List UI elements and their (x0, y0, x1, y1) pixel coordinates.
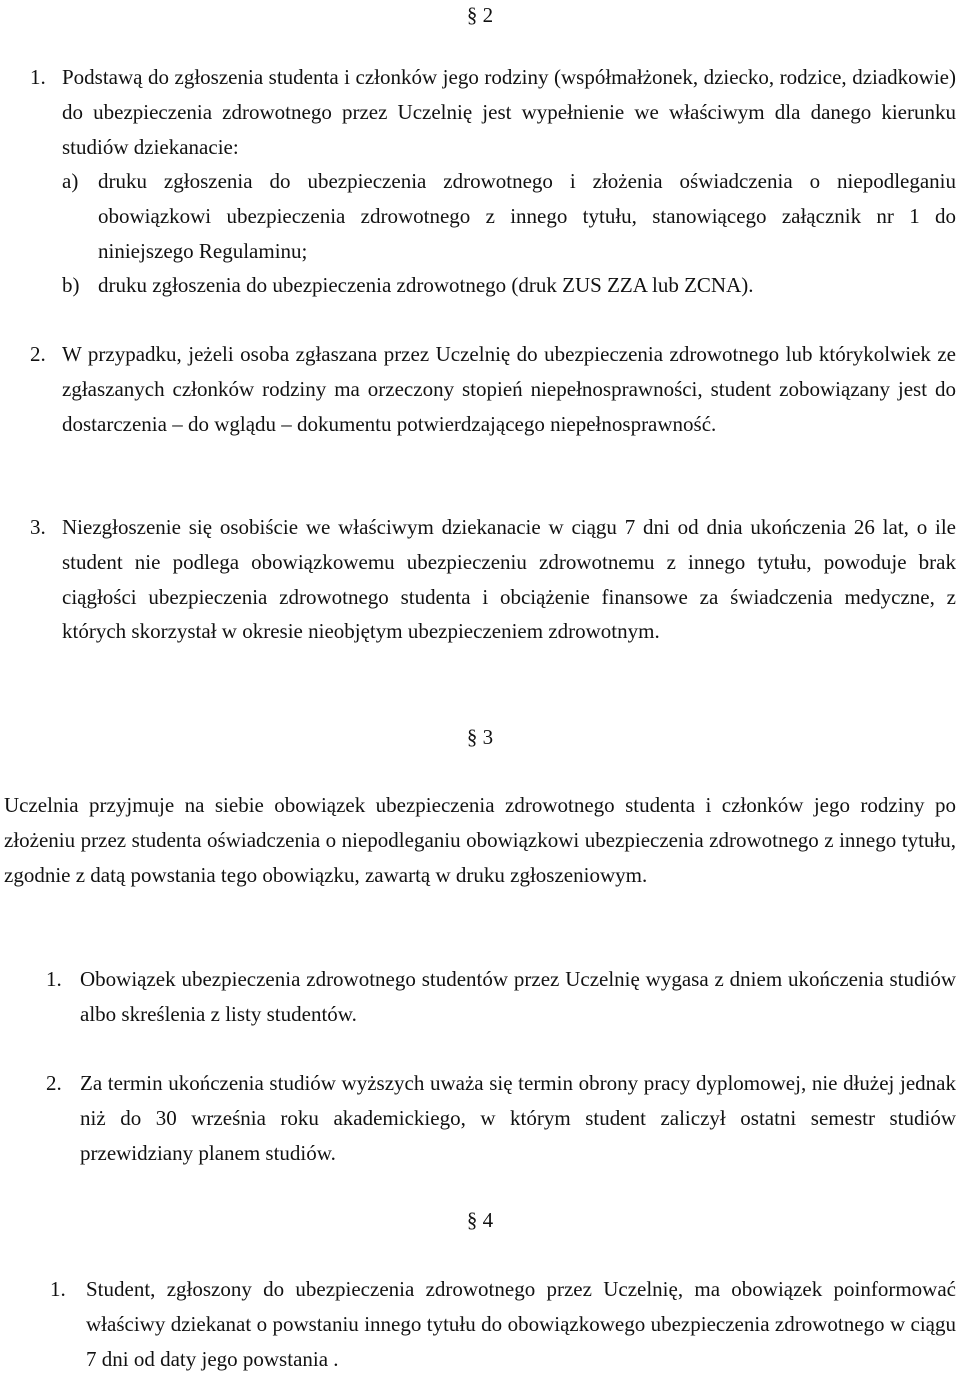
section-2-item-3-text: Niezgłoszenie się osobiście we właściwym dziekanacie w ciągu 7 dni od dnia ukończenia 26 lat, o ile student nie podlega obowiązkowemu ubezpieczeniu zdrowotnemu z innego tytułu, powoduje brak ciągłości ubezpieczenia zdrowotnego studenta i obciążenie finansowe za świadczenia medyczne, z których skorzystał w okresie nieobjętym ubezpieczeniem zdrowotnym. (62, 515, 956, 644)
section-4-heading: § 4 (466, 1208, 494, 1232)
section-3-intro: Uczelnia przyjmuje na siebie obowiązek ubezpieczenia zdrowotnego studenta i członków jego rodziny po złożeniu przez studenta oświadczenia o niepodleganiu obowiązkowi ubezpieczenia zdrowotnego z innego tytułu, zgodnie z datą powstania tego obowiązku, zawartą w druku zgłoszeniowym. (4, 793, 956, 887)
section-3-item-1-text: Obowiązek ubezpieczenia zdrowotnego studentów przez Uczelnię wygasa z dniem ukończenia studiów albo skreślenia z listy studentów. (80, 967, 956, 1026)
section-3-heading: § 3 (466, 725, 494, 749)
section-2-subitem-b-text: druku zgłoszenia do ubezpieczenia zdrowotnego (druk ZUS ZZA lub ZCNA). (98, 273, 754, 297)
section-2-item-1-text: Podstawą do zgłoszenia studenta i członków jego rodziny (współmałżonek, dziecko, rodzice, dziadkowie) do ubezpieczenia zdrowotnego przez Uczelnię jest wypełnienie we właściwym dla danego kierunku studiów dziekanacie: (62, 65, 956, 159)
section-2-item-2-number: 2. (30, 342, 46, 366)
section-3-item-2-text: Za termin ukończenia studiów wyższych uważa się termin obrony pracy dyplomowej, nie dłużej jednak niż do 30 września roku akademickiego, w którym student zaliczył ostatni semestr studiów przewidziany planem studiów. (80, 1071, 956, 1165)
section-2-item-1-number: 1. (30, 65, 46, 89)
section-2-heading: § 2 (466, 3, 494, 27)
section-2-item-3-number: 3. (30, 515, 46, 539)
section-2-subitem-a-label: a) (62, 169, 79, 193)
section-2-item-2-text: W przypadku, jeżeli osoba zgłaszana przez Uczelnię do ubezpieczenia zdrowotnego lub którykolwiek ze zgłaszanych członków rodziny ma orzeczony stopień niepełnosprawności, student zobowiązany jest do dostarczenia – do wglądu – dokumentu potwierdzającego niepełnosprawność. (62, 342, 956, 436)
section-4-item-1-number: 1. (50, 1277, 66, 1301)
section-2-subitem-a-text: druku zgłoszenia do ubezpieczenia zdrowotnego i złożenia oświadczenia o niepodleganiu obowiązkowi ubezpieczenia zdrowotnego z innego tytułu, stanowiącego załącznik nr 1 do niniejszego Regulaminu; (98, 169, 956, 263)
section-3-item-2-number: 2. (46, 1071, 62, 1095)
section-3-item-1-number: 1. (46, 967, 62, 991)
section-2-subitem-b-label: b) (62, 273, 80, 297)
section-4-item-1-text: Student, zgłoszony do ubezpieczenia zdrowotnego przez Uczelnię, ma obowiązek poinformować właściwy dziekanat o powstaniu innego tytułu do obowiązkowego ubezpieczenia zdrowotnego w ciągu 7 dni od daty jego powstania . (86, 1277, 956, 1371)
